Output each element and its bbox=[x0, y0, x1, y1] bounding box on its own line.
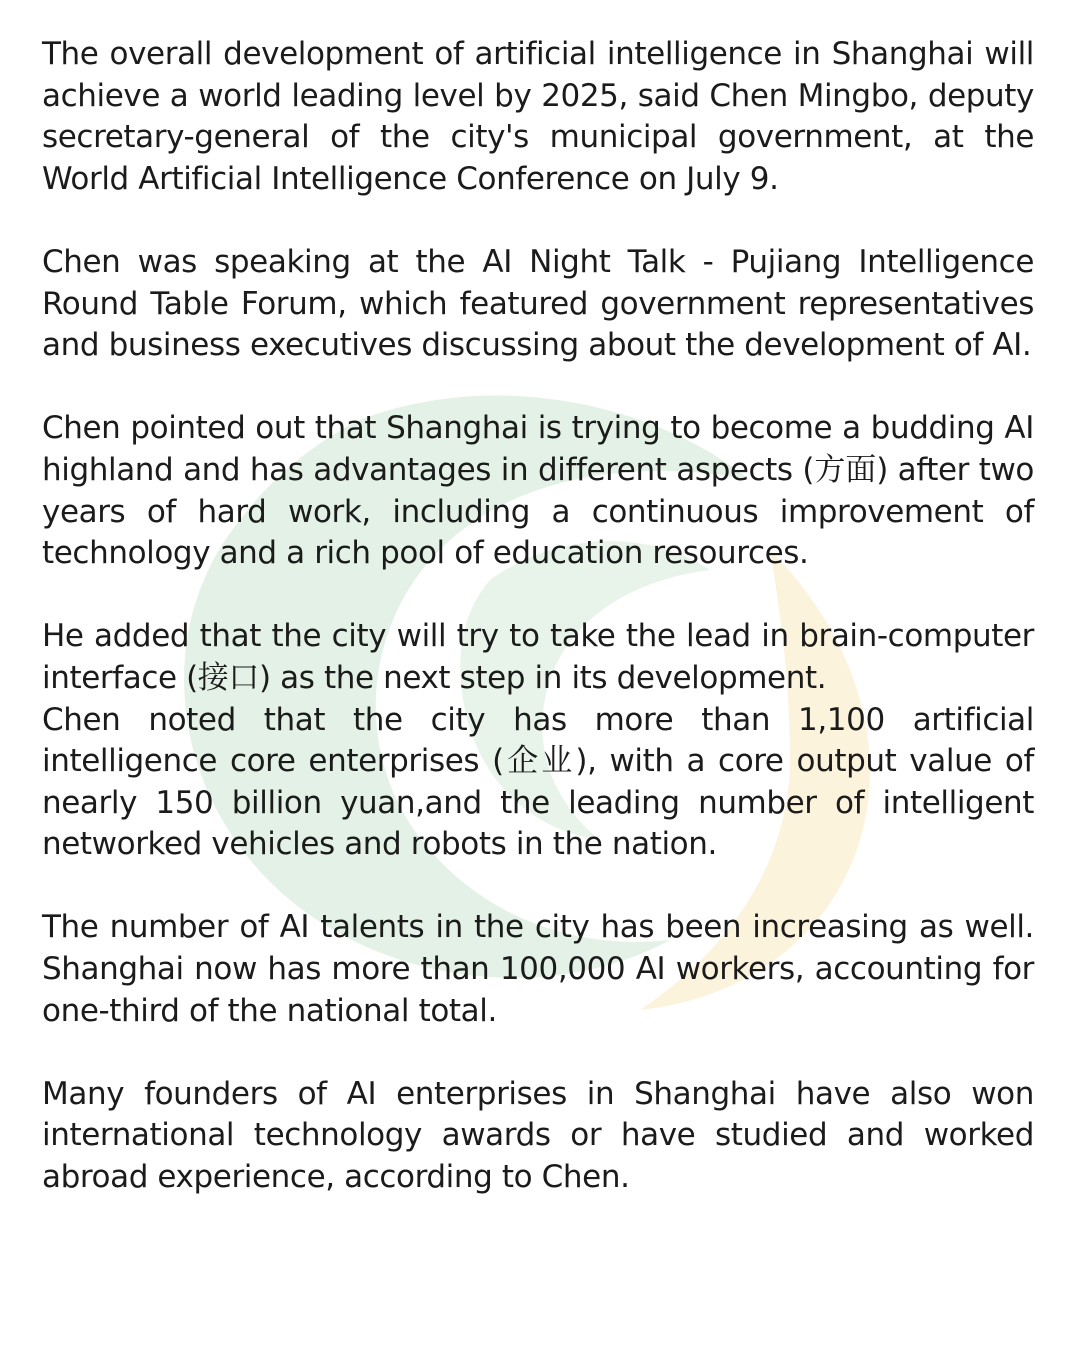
article-paragraph: The number of AI talents in the city has been increasing as well. Shanghai now has more than 100,000 AI workers, accounting for one-third of the national total. bbox=[42, 909, 1034, 1029]
article-paragraph: The overall development of artificial intelligence in Shanghai will achieve a world leading level by 2025, said Chen Mingbo, deputy secretary-general of the city's municipal government, at the World Artificial Intelligence Conference on July 9. bbox=[42, 36, 1034, 197]
article-paragraph: Chen was speaking at the AI Night Talk - Pujiang Intelligence Round Table Forum, which featured government representatives and business executives discussing about the development of AI. bbox=[42, 243, 1034, 364]
article-body bbox=[42, 34, 1034, 1240]
article-paragraph: Many founders of AI enterprises in Shanghai have also won international technology awards or have studied and worked abroad experience, according to Chen. bbox=[42, 1075, 1034, 1196]
article-paragraph: He added that the city will try to take the lead in brain-computer interface (接口) as the next step in its development. bbox=[42, 618, 1034, 696]
article-paragraph: Chen pointed out that Shanghai is trying to become a budding AI highland and has advantages in different aspects (方面) after two years of hard work, including a continuous improvement of technology and a rich pool of education resources. bbox=[42, 410, 1034, 572]
article-paragraph: Chen noted that the city has more than 1,100 artificial intelligence core enterprises (企业), with a core output value of nearly 150 billion yuan,and the leading number of intelligent networked vehicles and robots in the nation. bbox=[42, 701, 1034, 863]
